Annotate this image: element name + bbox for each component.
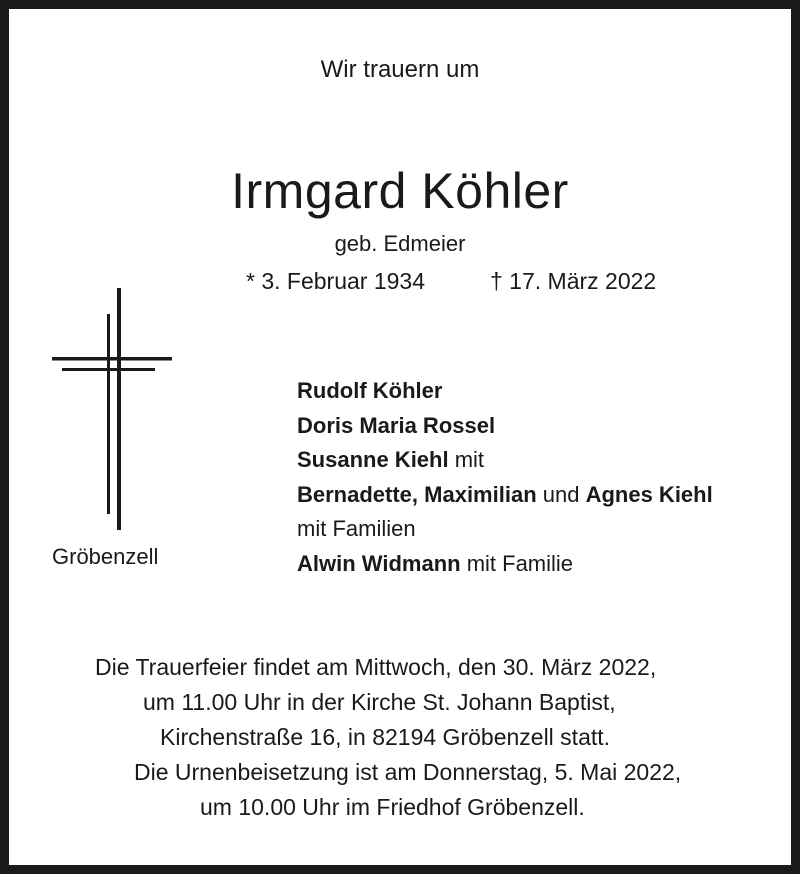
ceremony-line: Kirchenstraße 16, in 82194 Gröbenzell statt.	[160, 724, 611, 750]
mourner-line	[297, 547, 713, 582]
mourner-line: Doris Maria Rossel	[297, 412, 496, 438]
intro-text: Wir trauern um	[320, 56, 480, 83]
mourner-connector: und	[536, 481, 586, 507]
mourner-line	[297, 478, 713, 513]
death-date: † 17. März 2022	[490, 268, 657, 294]
birth-date: * 3. Februar 1934	[246, 268, 426, 294]
mourner-line	[297, 443, 713, 478]
mourner-suffix: mit Familie	[460, 550, 574, 576]
mourner-line: mit Familien	[297, 516, 416, 541]
ceremony-line: Die Trauerfeier findet am Mittwoch, den 30. März 2022,	[95, 654, 657, 680]
ceremony-line: um 11.00 Uhr in der Kirche St. Johann Baptist,	[143, 689, 616, 715]
mourners-list	[297, 374, 713, 581]
ceremony-line: Die Urnenbeisetzung ist am Donnerstag, 5. Mai 2022,	[134, 759, 682, 785]
ceremony-details	[0, 650, 800, 825]
mourner-suffix: mit	[448, 447, 485, 472]
maiden-name: geb. Edmeier	[334, 231, 466, 256]
mourner-name: Alwin Widmann	[297, 550, 461, 576]
cross-icon	[50, 288, 174, 530]
deceased-name: Irmgard Köhler	[231, 163, 569, 219]
mourner-line: Rudolf Köhler	[297, 378, 443, 403]
mourner-name: Agnes Kiehl	[585, 481, 713, 507]
mourner-name: Susanne Kiehl	[297, 447, 449, 472]
mourner-name: Bernadette, Maximilian	[297, 481, 537, 507]
place-name: Gröbenzell	[52, 544, 159, 569]
ceremony-line: um 10.00 Uhr im Friedhof Gröbenzell.	[200, 794, 585, 820]
